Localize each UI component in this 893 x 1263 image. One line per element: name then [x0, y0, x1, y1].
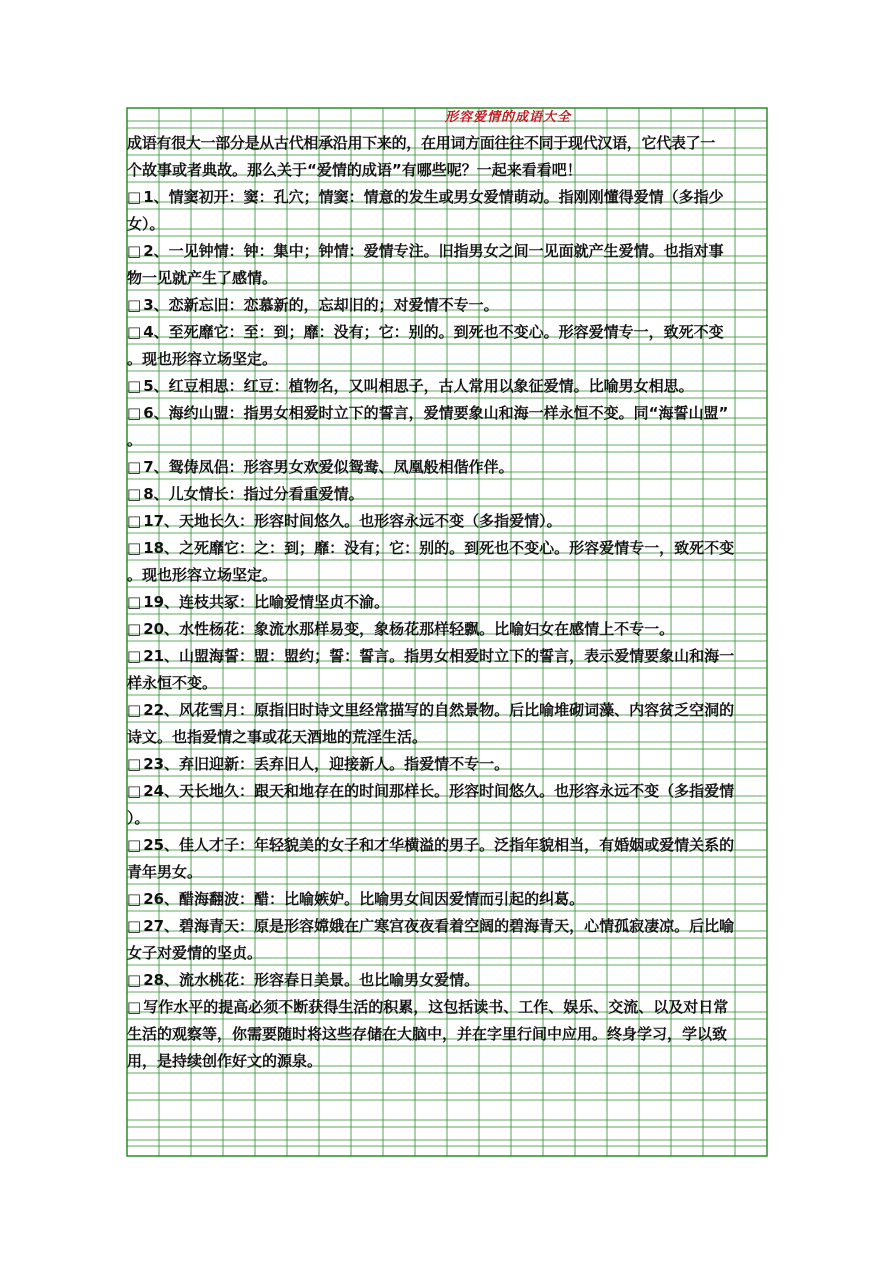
text-line: 个故事或者典故。那么关于“爱情的成语”有哪些呢？一起来看看吧！ [127, 161, 582, 179]
list-item: □ 写作水平的提高必须不断获得生活的积累，这包括读书、工作、娱乐、交流、以及对日常 [127, 998, 729, 1016]
text-line: 。现也形容立场坚定。 [127, 566, 278, 584]
checkbox-glyph-icon: □ [127, 647, 142, 665]
list-item: □ 21、山盟海誓：盟：盟约；誓：誓言。指男女相爱时立下的誓言，表示爱情要象山和海一 [127, 647, 735, 665]
list-item: □ 17、天地长久：形容时间悠久。也形容永远不变（多指爱情）。 [127, 512, 562, 530]
text-line: 生活的观察等，你需要随时将这些存储在大脑中，并在字里行间中应用。终身学习，学以致 [127, 1025, 728, 1043]
checkbox-glyph-icon: □ [127, 296, 142, 314]
checkbox-glyph-icon: □ [127, 782, 142, 800]
list-item: □ 8、儿女情长：指过分看重爱情。 [127, 485, 364, 503]
list-item: □ 5、红豆相思：红豆：植物名，又叫相思子，古人常用以象征爱情。比喻男女相思。 [127, 377, 694, 395]
list-item: □ 23、弃旧迎新：丢弃旧人，迎接新人。指爱情不专一。 [127, 755, 510, 773]
list-item: □ 27、碧海青天：原是形容嫦娥在广寒宫夜夜看着空阔的碧海青天，心情孤寂凄凉。后比喻 [127, 917, 735, 935]
checkbox-glyph-icon: □ [127, 836, 142, 854]
text-line: ）。 [127, 809, 150, 827]
checkbox-glyph-icon: □ [127, 620, 142, 638]
text-line: 。 [127, 431, 143, 449]
list-item: □ 20、水性杨花：象流水那样易变，象杨花那样轻飘。比喻妇女在感情上不专一。 [127, 620, 675, 638]
checkbox-glyph-icon: □ [127, 539, 142, 557]
list-item: □ 26、醋海翻波：醋：比喻嫉妒。比喻男女间因爱情而引起的纠葛。 [127, 890, 585, 908]
checkbox-glyph-icon: □ [127, 755, 142, 773]
list-item: □ 19、连枝共冢：比喻爱情坚贞不渝。 [127, 593, 390, 611]
list-item: □ 24、天长地久：跟天和地存在的时间那样长。形容时间悠久。也形容永远不变（多指爱情 [127, 782, 735, 800]
checkbox-glyph-icon: □ [127, 998, 142, 1016]
list-item: □ 4、至死靡它：至：到；靡：没有；它：别的。到死也不变心。形容爱情专一，致死不变 [127, 323, 724, 341]
list-item: □ 7、鸳俦凤侣：形容男女欢爱似鸳鸯、凤凰般相偕作伴。 [127, 458, 514, 476]
list-item: □ 22、风花雪月：原指旧时诗文里经常描写的自然景物。后比喻堆砌词藻、内容贫乏空洞的 [127, 701, 735, 719]
checkbox-glyph-icon: □ [127, 242, 142, 260]
checkbox-glyph-icon: □ [127, 485, 142, 503]
text-line: 诗文。也指爱情之事或花天酒地的荒淫生活。 [127, 728, 428, 746]
list-item: □ 18、之死靡它：之：到；靡：没有；它：别的。到死也不变心。形容爱情专一，致死不变 [127, 539, 735, 557]
list-item: □ 1、情窦初开：窦：孔穴；情窦：情意的发生或男女爱情萌动。指刚刚懂得爱情（多指少 [127, 188, 724, 206]
list-item: □ 6、海约山盟：指男女相爱时立下的誓言，爱情要象山和海一样永恒不变。同“海誓山盟” [127, 404, 729, 422]
list-item: □ 28、流水桃花：形容春日美景。也比喻男女爱情。 [127, 971, 480, 989]
text-line: 青年男女。 [127, 863, 203, 881]
checkbox-glyph-icon: □ [127, 890, 142, 908]
text-line: 样永恒不变。 [127, 674, 218, 692]
text-line: 女子对爱情的坚贞。 [127, 944, 263, 962]
text-line: 成语有很大一部分是从古代相承沿用下来的，在用词方面往往不同于现代汉语，它代表了一 [127, 134, 716, 152]
text-line: 物一见就产生了感情。 [127, 269, 278, 287]
checkbox-glyph-icon: □ [127, 323, 142, 341]
text-line: 用，是持续创作好文的源泉。 [127, 1052, 323, 1070]
checkbox-glyph-icon: □ [127, 377, 142, 395]
checkbox-glyph-icon: □ [127, 404, 142, 422]
checkbox-glyph-icon: □ [127, 971, 142, 989]
list-item: □ 25、佳人才子：年轻貌美的女子和才华横溢的男子。泛指年貌相当，有婚姻或爱情关系的 [127, 836, 735, 854]
list-item: □ 3、恋新忘旧：恋慕新的，忘却旧的；对爱情不专一。 [127, 296, 499, 314]
document-title: 形容爱情的成语大全 [445, 110, 572, 125]
list-item: □ 2、一见钟情：钟：集中；钟情：爱情专注。旧指男女之间一见面就产生爱情。也指对事 [127, 242, 724, 260]
checkbox-glyph-icon: □ [127, 701, 142, 719]
checkbox-glyph-icon: □ [127, 188, 142, 206]
checkbox-glyph-icon: □ [127, 593, 142, 611]
checkbox-glyph-icon: □ [127, 512, 142, 530]
text-line: 。现也形容立场坚定。 [127, 350, 278, 368]
checkbox-glyph-icon: □ [127, 917, 142, 935]
text-line: 女）。 [127, 215, 165, 233]
checkbox-glyph-icon: □ [127, 458, 142, 476]
